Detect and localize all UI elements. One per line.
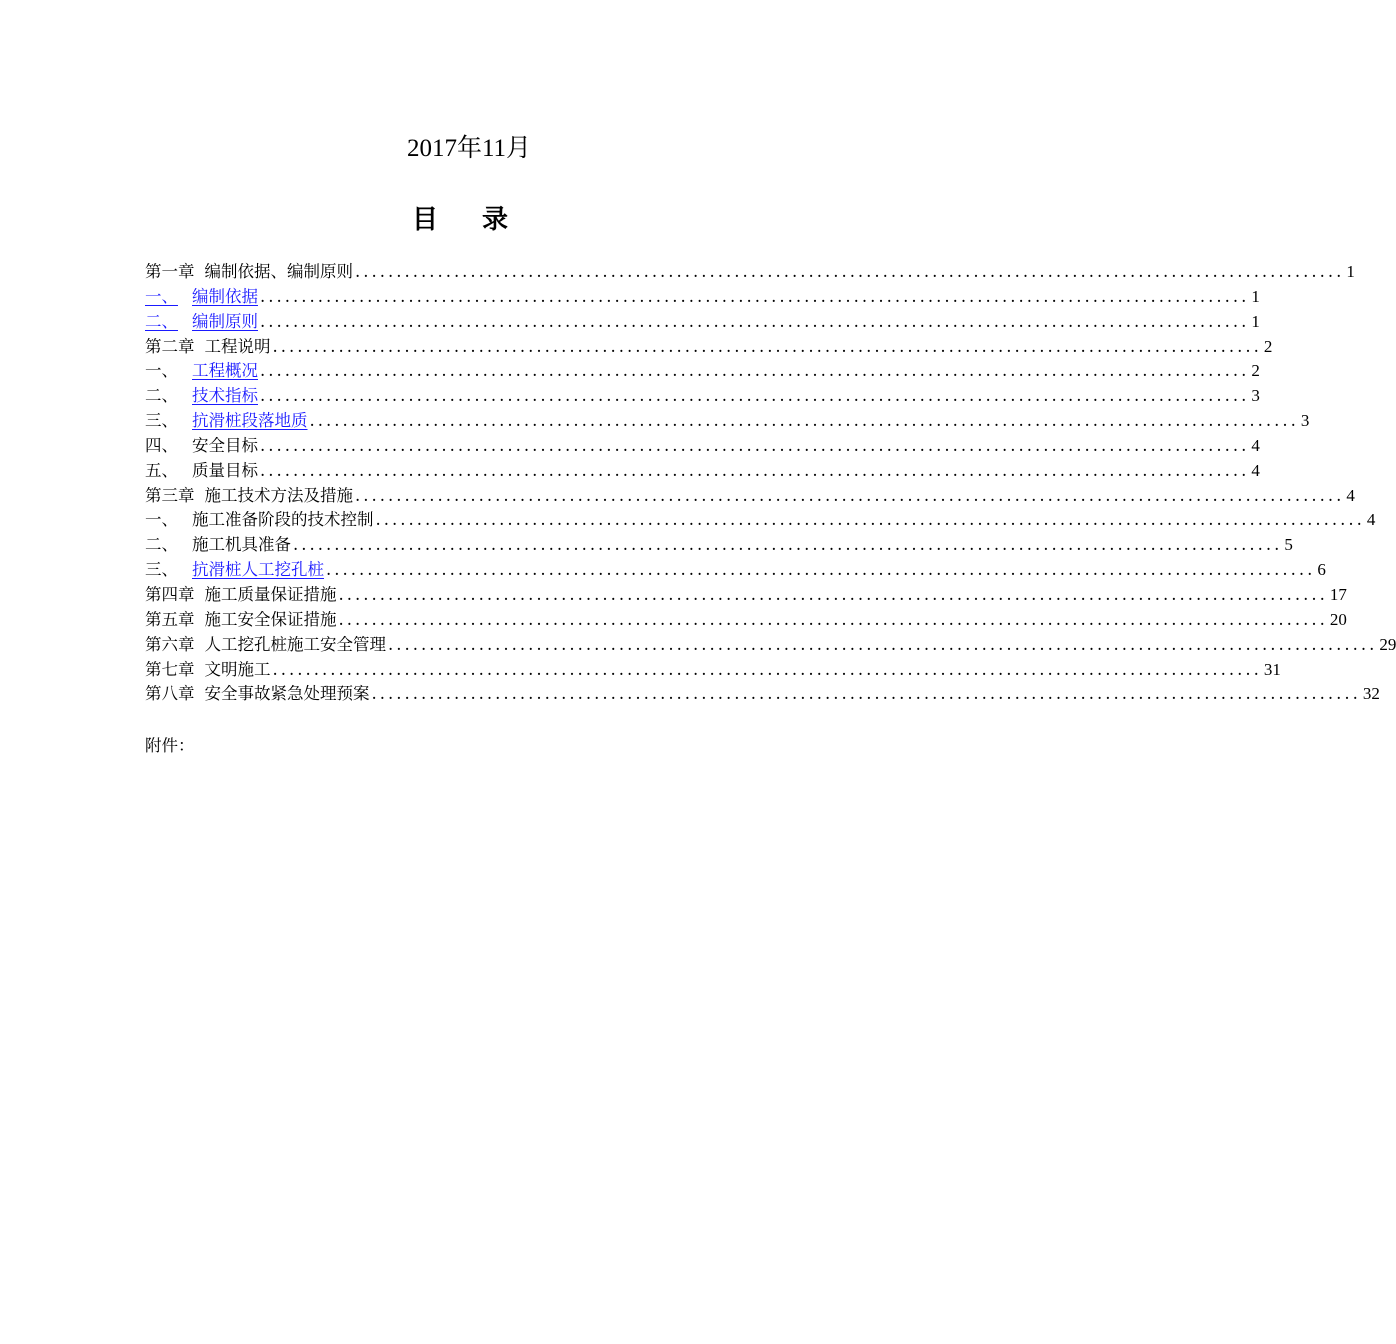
- toc-entry[interactable]: [145, 384, 1260, 409]
- toc-entry[interactable]: [145, 310, 1260, 335]
- toc-page-number: 31: [1263, 659, 1281, 679]
- toc-page-number: 6: [1317, 560, 1326, 580]
- toc-dot-leader: ........................................................................................................................: [260, 460, 1250, 480]
- toc-entry-title: 施工安全保证措施: [204, 609, 337, 629]
- toc-page-number: 3: [1300, 411, 1310, 431]
- toc-entry: [145, 484, 1355, 509]
- toc-entry[interactable]: [145, 558, 1326, 583]
- toc-entry-title: 施工机具准备: [192, 535, 291, 555]
- toc-dot-leader: ........................................................................................................................: [355, 485, 1345, 505]
- toc-entry-title[interactable]: 技术指标: [192, 386, 258, 406]
- toc-entry-title: 工程说明: [204, 336, 271, 356]
- toc-entry-title[interactable]: 编制原则: [192, 311, 258, 331]
- toc-page-number: 1: [1251, 311, 1260, 331]
- toc-entry-title: 安全事故紧急处理预案: [204, 684, 370, 704]
- toc-page-number: 4: [1346, 485, 1355, 505]
- toc-page-number: 1: [1346, 262, 1355, 281]
- toc-page-number: 3: [1251, 386, 1260, 406]
- toc-dot-leader: ........................................................................................................................: [326, 560, 1316, 580]
- toc-entry-number: 第二章: [145, 336, 195, 356]
- toc-page-number: 20: [1329, 609, 1347, 629]
- toc-entry-number: 第三章: [145, 485, 195, 505]
- toc-dot-leader: ........................................................................................................................: [338, 584, 1328, 604]
- toc-entry-number: 五、: [145, 460, 178, 480]
- toc-entry-number: 第六章: [145, 634, 195, 654]
- toc-dot-leader: ........................................................................................................................: [293, 535, 1283, 555]
- toc-entry: [145, 633, 1396, 658]
- toc-dot-leader: ........................................................................................................................: [272, 659, 1262, 679]
- toc-entry-title: 安全目标: [192, 435, 258, 455]
- toc-page-number: 32: [1362, 684, 1380, 704]
- toc-entry: [145, 533, 1293, 558]
- toc-dot-leader: ........................................................................................................................: [272, 336, 1262, 356]
- table-of-contents: [145, 260, 1396, 707]
- toc-entry: [145, 335, 1273, 360]
- toc-entry: [145, 658, 1281, 683]
- toc-dot-leader: ........................................................................................................................: [260, 435, 1250, 455]
- toc-entry-number: 二、: [145, 311, 178, 331]
- toc-page-number: 5: [1284, 535, 1293, 555]
- toc-entry-title[interactable]: 编制依据: [192, 286, 258, 306]
- toc-title: 目录: [411, 205, 552, 235]
- toc-entry-number: 三、: [145, 411, 178, 431]
- toc-entry-number: 第七章: [145, 659, 195, 679]
- toc-entry-title: 编制依据、编制原则: [204, 262, 353, 281]
- toc-entry[interactable]: [145, 359, 1260, 384]
- toc-page-number: 4: [1366, 510, 1376, 530]
- toc-page-number: 2: [1251, 361, 1260, 381]
- toc-dot-leader: ........................................................................................................................: [388, 634, 1378, 654]
- toc-entry-number: 一、: [145, 286, 178, 306]
- toc-entry-number: 四、: [145, 435, 178, 455]
- toc-entry-title[interactable]: 抗滑桩段落地质: [192, 411, 308, 431]
- toc-entry-title[interactable]: 抗滑桩人工挖孔桩: [192, 560, 324, 580]
- toc-dot-leader: ........................................................................................................................: [260, 311, 1250, 331]
- toc-entry-title: 人工挖孔桩施工安全管理: [204, 634, 386, 654]
- toc-entry-title: 质量目标: [192, 460, 258, 480]
- toc-entry: [145, 508, 1376, 533]
- toc-entry: [145, 434, 1260, 459]
- toc-entry: [145, 608, 1347, 633]
- toc-entry: [145, 459, 1260, 484]
- toc-entry-number: 二、: [145, 386, 178, 406]
- toc-entry-number: 第四章: [145, 584, 195, 604]
- toc-entry-title: 文明施工: [204, 659, 271, 679]
- toc-dot-leader: ........................................................................................................................: [338, 609, 1328, 629]
- toc-dot-leader: ........................................................................................................................: [260, 361, 1250, 381]
- toc-entry: [145, 583, 1347, 608]
- toc-entry-number: 一、: [145, 510, 178, 530]
- toc-entry[interactable]: [145, 409, 1310, 434]
- toc-page-number: 2: [1263, 336, 1273, 356]
- toc-entry-number: 一、: [145, 361, 178, 381]
- attachment-label: 附件：: [145, 736, 195, 755]
- toc-page-number: 17: [1329, 584, 1347, 604]
- toc-entry-number: 第五章: [145, 609, 195, 629]
- toc-entry-number: 三、: [145, 560, 178, 580]
- toc-entry: [145, 260, 1355, 285]
- toc-entry-title: 施工技术方法及措施: [204, 485, 353, 505]
- toc-page-number: 4: [1251, 435, 1260, 455]
- toc-entry[interactable]: [145, 285, 1260, 310]
- toc-dot-leader: ........................................................................................................................: [355, 262, 1345, 281]
- toc-entry-number: 二、: [145, 535, 178, 555]
- toc-entry: [145, 682, 1380, 707]
- toc-entry-number: 第八章: [145, 684, 195, 704]
- toc-dot-leader: ........................................................................................................................: [375, 510, 1365, 530]
- date-heading: 2017年11月: [406, 135, 532, 162]
- toc-entry-title: 施工准备阶段的技术控制: [192, 510, 374, 530]
- toc-entry-number: 第一章: [145, 262, 195, 281]
- toc-entry-title: 施工质量保证措施: [204, 584, 337, 604]
- toc-dot-leader: ........................................................................................................................: [260, 286, 1250, 306]
- toc-dot-leader: ........................................................................................................................: [371, 684, 1361, 704]
- toc-page-number: 4: [1251, 460, 1260, 480]
- toc-dot-leader: ........................................................................................................................: [309, 411, 1299, 431]
- toc-page-number: 29: [1379, 634, 1396, 654]
- toc-dot-leader: ........................................................................................................................: [260, 386, 1250, 406]
- toc-entry-title[interactable]: 工程概况: [192, 361, 258, 381]
- toc-page-number: 1: [1251, 286, 1260, 306]
